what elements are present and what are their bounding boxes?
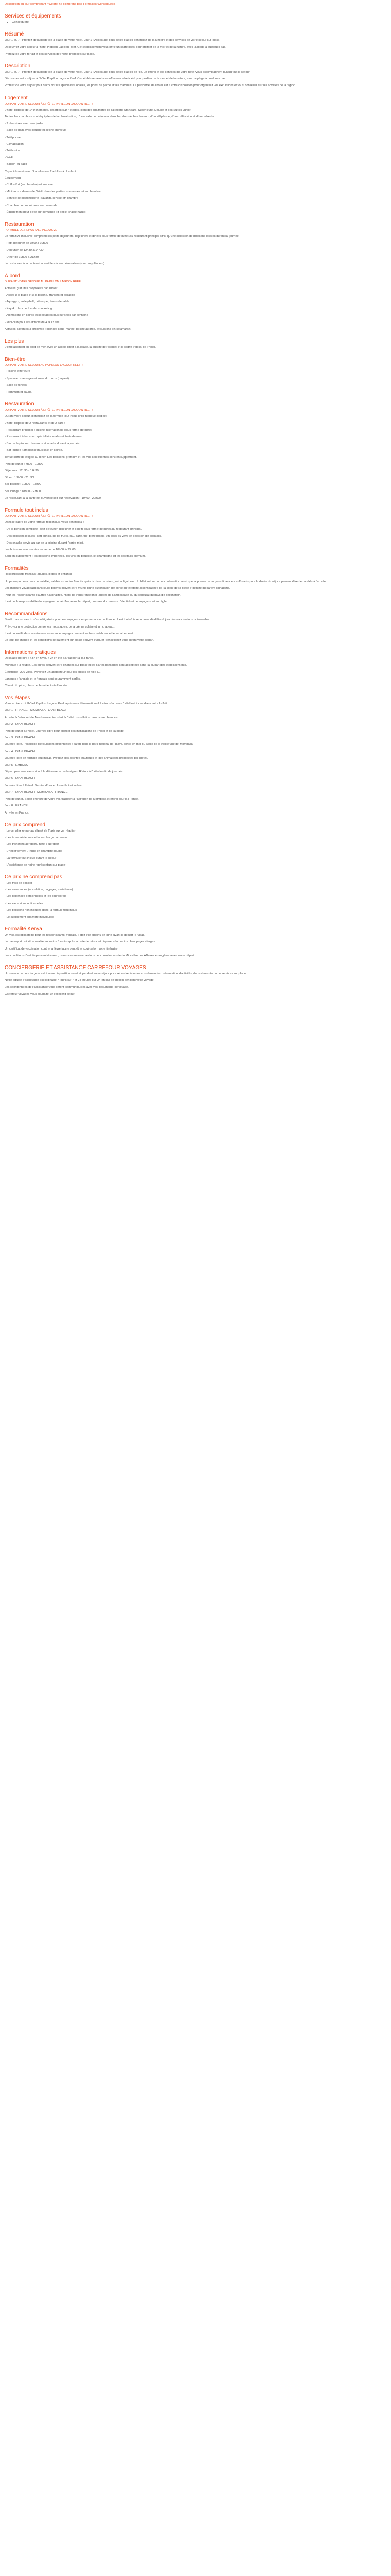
section-title: Informations pratiques: [5, 650, 56, 656]
section-paragraph: Carrefour Voyages vous souhaite un excellent séjour.: [5, 992, 75, 996]
section-paragraph: Arrivée en France.: [5, 811, 29, 815]
section: [5, 611, 386, 642]
section-paragraph: Découvrez votre séjour à l'hôtel Papillon Lagoon Reef. Cet établissement vous offre un cadre idéal pour profiter de la mer et de la nature, avec la plage à quelques pas.: [5, 45, 226, 49]
section-title: Recommandations: [5, 611, 48, 617]
section-paragraph: Journée libre. Possibilité d'excursions optionnelles : safari dans le parc national de Tsavo, sortie en mer ou visite de la vieille ville de Mombasa.: [5, 743, 194, 747]
section-paragraph: Profitez de votre forfait et des services de l'hôtel proposés sur place.: [5, 52, 95, 56]
section-paragraph: Petit déjeuner : 7h00 - 10h00: [5, 462, 43, 466]
section-paragraph: - Les excursions optionnelles: [5, 902, 43, 905]
section-title: Ce prix ne comprend pas: [5, 874, 62, 880]
section-paragraph: - Piscine extérieure: [5, 370, 30, 374]
section-paragraph: Jour 3 : DIANI BEACH: [5, 736, 35, 740]
section-paragraph: Découvrez votre séjour à l'hôtel Papillon Lagoon Reef. Cet établissement vous offre un cadre idéal pour profiter de la mer et de la nature, avec la plage à quelques pas.: [5, 77, 226, 81]
section-paragraph: Notre équipe d'assistance est joignable 7 jours sur 7 et 24 heures sur 24 en cas de besoin pendant votre voyage.: [5, 979, 155, 982]
section-paragraph: - Balcon ou patio: [5, 163, 27, 166]
section-subtitle: DURANT VOTRE SÉJOUR AU PAPILLON LAGOON REEF :: [5, 364, 83, 367]
section-paragraph: Activités gratuites proposées par l'hôtel :: [5, 286, 58, 290]
section-paragraph: - Chambre communicante sur demande: [5, 204, 58, 207]
section-title: Vos étapes: [5, 695, 30, 701]
section-paragraph: Jour 1 au 7 : Profitez de la plage de la plage de votre hôtel. Jour 1 : Accès aux plus belles plages bénéficiez de la lumière et des services de votre séjour sur place.: [5, 39, 220, 42]
section-paragraph: Journée libre à l'hôtel. Dernier dîner en formule tout inclus.: [5, 784, 83, 787]
section-title: Restauration: [5, 222, 34, 228]
section-paragraph: Bar lounge : 18h00 - 23h00: [5, 489, 41, 493]
section-paragraph: Électricité : 220 volts. Prévoyez un adaptateur pour les prises de type G.: [5, 670, 101, 674]
section-paragraph: Jour 1 : FRANCE - MOMBASA - DIANI BEACH: [5, 709, 68, 713]
section-paragraph: - Les assurances (annulation, bagages, assistance): [5, 888, 73, 892]
section-paragraph: - Coffre-fort (en chambre) et vue mer: [5, 183, 54, 187]
section: [5, 170, 386, 214]
section-paragraph: - Wi-Fi: [5, 156, 14, 160]
section-paragraph: Jour 2 : DIANI BEACH: [5, 722, 35, 726]
section-paragraph: - Restaurant à la carte : spécialités locales et fruits de mer.: [5, 435, 83, 438]
section-paragraph: Dîner : 19h00 - 21h30: [5, 476, 34, 480]
section-paragraph: - Télévision: [5, 149, 20, 153]
section-paragraph: Sont en supplément : les boissons importées, les vins en bouteille, le champagne et les cocktails premium.: [5, 555, 146, 558]
document: [0, 0, 391, 1001]
section-paragraph: Les mineurs voyageant sans leurs parents doivent être munis d'une autorisation de sortie du territoire accompagnée de la copie de la pièce d'identité du parent signataire.: [5, 586, 230, 590]
services-item: • Conseiguère: [12, 20, 386, 24]
section-paragraph: Jour 4 : DIANI BEACH: [5, 750, 35, 753]
section-paragraph: Équipement :: [5, 176, 23, 180]
section-paragraph: Les coordonnées de l'assistance vous seront communiquées avec vos documents de voyage.: [5, 986, 129, 989]
section-paragraph: Jour 1 au 7 : Profitez de la plage de la plage de votre hôtel. Jour 1 : Accès aux plus belles plages de l'île. Le littoral et les services de votre hôtel vous accompagnent durant tout le séjour.: [5, 71, 251, 74]
section-paragraph: - Climatisation: [5, 142, 24, 146]
section-paragraph: Le forfait All Inclusive comprend les petits déjeuners, déjeuners et dîners sous forme de buffet au restaurant principal ainsi qu'une sélection de boissons locales durant la journée.: [5, 235, 240, 239]
section: [5, 31, 386, 56]
section-paragraph: Départ pour une excursion à la découverte de la région. Retour à l'hôtel en fin de journée.: [5, 770, 123, 774]
section: [5, 338, 386, 349]
section-paragraph: Pour les ressortissants d'autres nationalités, merci de vous renseigner auprès de l'ambassade ou du consulat du pays de destination.: [5, 594, 181, 597]
section-paragraph: Il est de la responsabilité du voyageur de vérifier, avant le départ, que ses documents d'identité et de voyage sont en règle.: [5, 600, 168, 604]
section-paragraph: Monnaie : la roupie. Les euros peuvent être changés sur place et les cartes bancaires sont acceptées dans la plupart des établissements.: [5, 664, 187, 667]
section-paragraph: Déjeuner : 12h30 - 14h30: [5, 469, 39, 472]
section: [5, 222, 386, 266]
section: [5, 273, 386, 331]
section-paragraph: - 2 chambres avec vue jardin: [5, 122, 43, 126]
section-paragraph: - Le vol aller-retour au départ de Paris sur vol régulier: [5, 829, 76, 833]
section-paragraph: - Les transferts aéroport / hôtel / aéroport: [5, 843, 59, 846]
section-paragraph: - Dîner de 19h00 à 21h30: [5, 255, 39, 259]
section-paragraph: Tenue correcte exigée au dîner. Les boissons premium et les vins sélectionnés sont en supplément.: [5, 455, 137, 459]
section: [5, 874, 386, 919]
sections-container: [5, 31, 386, 996]
section-title: Ce prix comprend: [5, 822, 45, 828]
section: [5, 965, 386, 996]
section-paragraph: - Service de blanchisserie (payant), service en chambre: [5, 197, 79, 200]
section-paragraph: Les boissons sont servies au verre de 10h00 à 23h00.: [5, 548, 77, 551]
section-paragraph: Capacité maximale : 2 adultes ou 2 adultes + 1 enfant.: [5, 170, 77, 173]
section: [5, 507, 386, 558]
section-paragraph: Le restaurant à la carte est ouvert le soir sur réservation (avec supplément).: [5, 262, 105, 266]
section-paragraph: - Aquagym, volley-ball, pétanque, tennis de table: [5, 300, 70, 303]
section: [5, 650, 386, 688]
section-title: Formalité Kenya: [5, 926, 42, 933]
section-paragraph: Arrivée à l'aéroport de Mombasa et transfert à l'hôtel. Installation dans votre chambre.: [5, 716, 119, 719]
section-paragraph: - Des boissons locales : soft drinks, jus de fruits, eau, café, thé, bière locale, vin local au verre et sélection de cocktails.: [5, 534, 162, 538]
section-paragraph: Climat : tropical, chaud et humide toute l'année.: [5, 684, 68, 688]
section-paragraph: Ressortissants français (adultes, bébés et enfants) :: [5, 573, 74, 577]
section-paragraph: - Des snacks servis au bar de la piscine durant l'après-midi.: [5, 541, 84, 545]
section-paragraph: Vous arriverez à l'hôtel Papillon Lagoon Reef après un vol international. Le transfert vers l'hôtel est inclus dans votre forfait.: [5, 702, 168, 706]
section-paragraph: L'emplacement en bord de mer avec un accès direct à la plage, la qualité de l'accueil et le cadre tropical de l'hôtel.: [5, 345, 156, 349]
section-paragraph: - Minibar sur demande, Wi-Fi dans les parties communes et en chambre: [5, 190, 101, 194]
section-paragraph: - Équipement pour bébé sur demande (lit bébé, chaise haute): [5, 210, 86, 214]
section-paragraph: Le passeport doit être valable au moins 6 mois après la date de retour et disposer d'au moins deux pages vierges.: [5, 940, 156, 944]
section-paragraph: - Les taxes aériennes et la surcharge carburant: [5, 836, 68, 839]
section-paragraph: Un visa est obligatoire pour les ressortissants français. Il doit être obtenu en ligne avant le départ (e-Visa).: [5, 934, 145, 937]
section-paragraph: Un passeport en cours de validité, valable au moins 6 mois après la date de retour, est obligatoire. Un billet retour ou de continuation ainsi que la preuve de moyens financiers suffisants pour la durée du séjour peuvent être demandés à l'arrivée.: [5, 580, 327, 583]
section-paragraph: - L'hébergement 7 nuits en chambre double: [5, 850, 62, 853]
section-subtitle: DURANT VOTRE SÉJOUR AU PAPILLON LAGOON REEF :: [5, 280, 83, 284]
section-paragraph: - Bar lounge : ambiance musicale en soirée.: [5, 449, 63, 452]
section-subtitle: DURANT VOTRE SÉJOUR À L'HÔTEL PAPILLON LAGOON REEF :: [5, 102, 93, 106]
section-paragraph: - Spa avec massages et soins du corps (payant): [5, 377, 69, 380]
section-paragraph: Un service de conciergerie est à votre disposition avant et pendant votre séjour pour répondre à toutes vos demandes : réservation d'activités, de restaurants ou de services sur place.: [5, 972, 247, 975]
section-paragraph: L'hôtel dispose de 149 chambres, réparties sur 4 étages, dont des chambres de catégorie Standard, Supérieure, Deluxe et des Suites Junior.: [5, 108, 192, 112]
section: [5, 695, 386, 815]
section-paragraph: Journée libre en formule tout inclus. Profitez des activités nautiques et des animations proposées par l'hôtel.: [5, 756, 148, 760]
section-paragraph: - Mini-club pour les enfants de 4 à 12 ans: [5, 320, 60, 324]
section-paragraph: - Bar de la piscine : boissons et snacks durant la journée.: [5, 442, 80, 446]
section-paragraph: Bar piscine : 10h00 - 18h00: [5, 483, 41, 486]
section-paragraph: - Restaurant principal : cuisine internationale sous forme de buffet.: [5, 428, 93, 432]
section-paragraph: - La formule tout inclus durant le séjour: [5, 856, 57, 860]
section-paragraph: - Le supplément chambre individuelle: [5, 915, 55, 919]
section-paragraph: Activités payantes à proximité : plongée sous-marine, pêche au gros, excursions en catamaran.: [5, 327, 132, 331]
section-title: Formalités: [5, 566, 29, 572]
section-paragraph: L'hôtel dispose de 2 restaurants et de 2 bars :: [5, 421, 66, 425]
section-paragraph: Prévoyez une protection contre les moustiques, de la crème solaire et un chapeau.: [5, 625, 115, 629]
section-title: Logement: [5, 95, 28, 101]
section-title: À bord: [5, 273, 20, 279]
section-paragraph: Jour 6 : DIANI BEACH: [5, 777, 35, 781]
section: [5, 822, 386, 867]
services-list: [5, 20, 386, 24]
section-paragraph: - Téléphone: [5, 135, 21, 139]
section-paragraph: - Déjeuner de 12h30 à 14h30: [5, 248, 44, 252]
section-title: Résumé: [5, 31, 24, 38]
section-paragraph: Petit déjeuner. Selon l'horaire de votre vol, transfert à l'aéroport de Mombasa et envol pour la France.: [5, 798, 139, 801]
section: [5, 401, 386, 500]
section-paragraph: - Hammam et sauna: [5, 390, 32, 394]
section: [5, 357, 386, 394]
section-paragraph: - Accès à la plage et à la piscine, transats et parasols: [5, 293, 75, 297]
section-paragraph: Dans le cadre de votre formule tout inclus, vous bénéficiez :: [5, 521, 84, 524]
section-paragraph: - Animations en soirée et spectacles plusieurs fois par semaine: [5, 314, 88, 317]
section-paragraph: - L'assistance de notre représentant sur place: [5, 863, 66, 867]
section-paragraph: - Petit déjeuner de 7h00 à 10h00: [5, 242, 48, 245]
section-paragraph: - Les frais de dossier: [5, 881, 32, 885]
section-paragraph: - Salle de bain avec douche et sèche-cheveux: [5, 129, 66, 132]
section: [5, 566, 386, 604]
section-subtitle: DURANT VOTRE SÉJOUR À L'HÔTEL PAPILLON LAGOON REEF :: [5, 409, 93, 412]
section-paragraph: Jour 8 : FRANCE: [5, 804, 28, 808]
section-paragraph: - Kayak, planche à voile, snorkeling: [5, 307, 52, 311]
section-paragraph: Profitez de votre séjour pour découvrir les spécialités locales, les ports de pêche et les marchés. Le personnel de l'hôtel est à votre disposition pour organiser vos excursions et vous conseiller sur les activités de la région.: [5, 84, 296, 88]
section-paragraph: - Les boissons non incluses dans la formule tout inclus: [5, 908, 77, 912]
section-subtitle: FORMULE DE REPAS : ALL INCLUSIVE: [5, 229, 57, 232]
section-paragraph: - De la pension complète (petit déjeuner, déjeuner et dîner) sous forme de buffet au restaurant principal.: [5, 528, 142, 531]
section-title: Formule tout inclus: [5, 507, 48, 513]
section-title: Les plus: [5, 338, 24, 344]
section-paragraph: Santé : aucun vaccin n'est obligatoire pour les voyageurs en provenance de France. Il est toutefois recommandé d'être à jour des vaccinations universelles.: [5, 618, 210, 622]
section-title: Restauration: [5, 401, 34, 408]
section-paragraph: Le taux de change et les conditions de paiement sur place peuvent évoluer ; renseignez-vous avant votre départ.: [5, 639, 154, 642]
section: [5, 63, 386, 88]
section-paragraph: Jour 7 : DIANI BEACH - MOMBASA - FRANCE: [5, 790, 68, 794]
section-subtitle: DURANT VOTRE SÉJOUR À L'HÔTEL PAPILLON LAGOON REEF :: [5, 514, 93, 518]
section-paragraph: Il est conseillé de souscrire une assurance voyage couvrant les frais médicaux et le rapatriement.: [5, 632, 134, 635]
section-paragraph: Toutes les chambres sont équipées de la climatisation, d'une salle de bain avec douche, d'un sèche-cheveux, d'un téléphone, d'une télévision et d'un coffre-fort.: [5, 115, 216, 119]
section-title: Description: [5, 63, 31, 70]
section-paragraph: Le restaurant à la carte est ouvert le soir sur réservation : 19h00 - 22h00: [5, 496, 101, 500]
section-paragraph: - Salle de fitness: [5, 383, 27, 387]
section-paragraph: Jour 5 : EMBOSU: [5, 764, 29, 767]
section-paragraph: - Les dépenses personnelles et les pourboires: [5, 895, 66, 899]
section-paragraph: Un certificat de vaccination contre la fièvre jaune peut être exigé selon votre itinéraire.: [5, 947, 119, 951]
section-title: CONCIERGERIE ET ASSISTANCE CARREFOUR VOYAGES: [5, 964, 146, 971]
section: [5, 95, 386, 167]
section-paragraph: Petit déjeuner à l'hôtel. Journée libre pour profiter des installations de l'hôtel et de la plage.: [5, 730, 125, 733]
section-title: Bien-être: [5, 357, 26, 363]
section-paragraph: Durant votre séjour, bénéficiez de la formule tout inclus (voir rubrique dédiée).: [5, 415, 108, 418]
section-paragraph: Les conditions d'entrée peuvent évoluer ; nous vous recommandons de consulter le site du Ministère des Affaires étrangères avant votre départ.: [5, 954, 196, 957]
services-heading: Services et équipements: [5, 13, 61, 20]
section: [5, 926, 386, 958]
section-paragraph: Décalage horaire : +3h en hiver, +2h en été par rapport à la France.: [5, 657, 94, 660]
intro-line: Description du jour comprenant / Ce prix ne comprend pas Formalités Conseiguées: [5, 3, 116, 6]
section-paragraph: Langues : l'anglais et le français sont couramment parlés.: [5, 677, 81, 681]
